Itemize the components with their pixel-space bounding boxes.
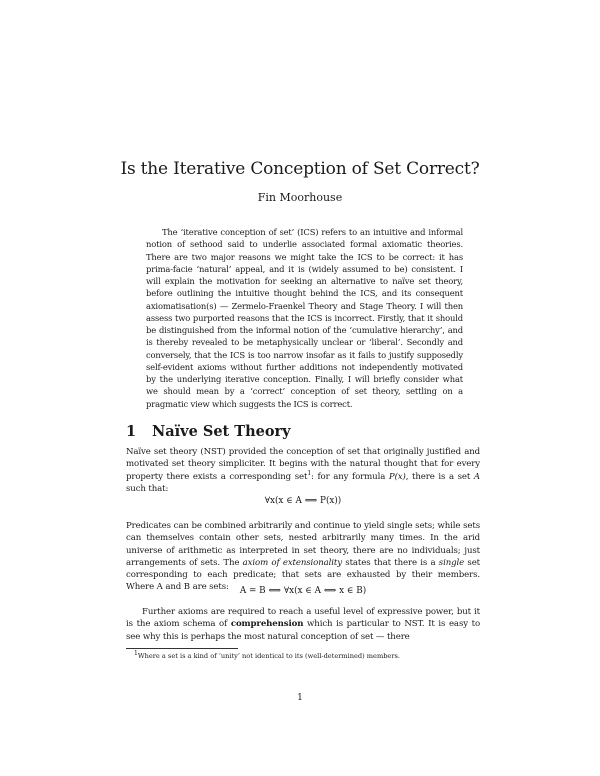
paragraph-2-text-c: set corresponding to each predicate; that sets are exhausted by their members. Where A and B are sets: (126, 557, 481, 593)
section-title: Naïve Set Theory (152, 423, 291, 440)
footnote-text: Where a set is a kind of ‘unity’ not identical to its (well-determined) members. (137, 652, 400, 660)
footnote (126, 649, 480, 661)
paper-title: Is the Iterative Conception of Set Correct? (120, 159, 480, 179)
paragraph-3-text-b: which is particular to NST. It is easy to see why this is perhaps the most natural conception of set — there (126, 619, 480, 642)
comprehension-term: comprehension (230, 619, 304, 630)
axiom-term: axiom of extensionality (242, 557, 342, 568)
set-variable: A (473, 471, 480, 482)
section-heading (126, 423, 291, 441)
equation-extensionality: A = B ⟺ ∀x(x ∈ A ⟺ x ∈ B) (239, 586, 367, 596)
paragraph-2-text-b: states that there is a (341, 557, 439, 568)
equation-comprehension: ∀x(x ∈ A ⟺ P(x)) (264, 496, 342, 506)
paragraph-3-text-a: Further axioms are required to reach a useful level of expressive power, but it is the axiom schema of (126, 607, 480, 630)
paragraph-1 (126, 446, 480, 495)
formula-variable: P(x) (388, 471, 406, 482)
footnote-number: 1 (134, 649, 138, 657)
paragraph-3 (126, 606, 480, 643)
paper-author: Fin Moorhouse (257, 191, 343, 204)
paragraph-1-tail-a: : for any formula (311, 471, 389, 482)
paragraph-1-tail-c: such that: (126, 483, 169, 494)
paragraph-2-text-a: Predicates can be combined arbitrarily and continue to yield single sets; while sets can themselves contain other sets, nested arbitrarily many times. In the arid universe of arithmetic as interpreted in set theory, there are no individuals; just arrangements of sets. The (126, 521, 480, 568)
page-number: 1 (297, 693, 303, 703)
footnote-rule (126, 648, 238, 649)
footnote-marker: 1 (307, 469, 312, 477)
paragraph-1-text: Naïve set theory (NST) provided the conception of set that originally justified and motivated set theory simpliciter. It begins with the natural thought that for every property there exists a corresponding set (126, 447, 480, 482)
section-number: 1 (126, 423, 137, 440)
paragraph-2 (126, 520, 480, 594)
paragraph-1-tail-b: , there is a set (405, 471, 474, 482)
abstract: The ‘iterative conception of set’ (ICS) refers to an intuitive and informal notion of sethood said to underlie associated formal axiomatic theories. There are two major reasons we might take the ICS to be correct: it has prima-facie ‘natural’ appeal, and it is (widely assumed to be) consistent. I will explain the motivation for seeking an alternative to naïve set theory, before outlining the intuitive thought behind the ICS, and its consequent axiomatisation(s) — Zermelo-Fraenkel Theory and Stage Theory. I will then assess two purported reasons that the ICS is incorrect. Firstly, that it should be distinguished from the informal notion of the ‘cumulative hierarchy’, and is thereby revealed to be metaphysically unclear or ‘liberal’. Secondly and conversely, that the ICS is too narrow insofar as it fails to justify supposedly self-evident axioms without further additions not independently motivated by the underlying iterative conception. Finally, I will briefly consider what we should mean by a ‘correct’ conception of set theory, settling on a pragmatic view which suggests the ICS is correct. (146, 227, 463, 409)
single-term: single (438, 557, 465, 568)
